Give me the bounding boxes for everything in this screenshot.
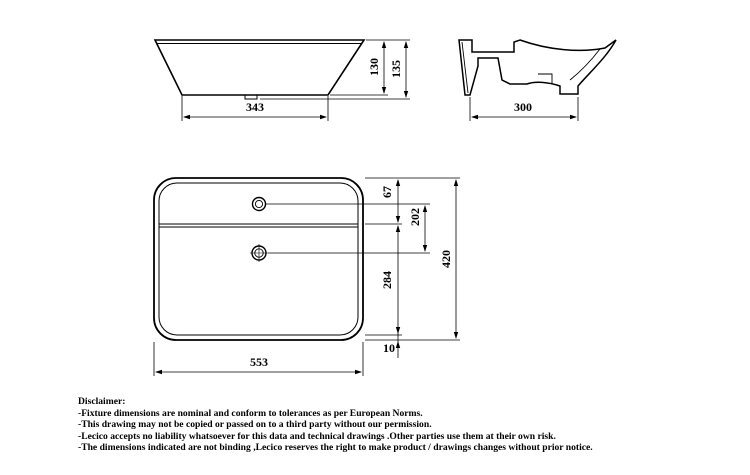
plan-outer-outline: [154, 178, 363, 340]
front-dimension-arrows: [183, 41, 408, 119]
disclaimer-line: -Fixture dimensions are nominal and conform to tolerances as per European Norms.: [78, 407, 423, 419]
plan-tap-deck-label: 67: [380, 186, 394, 198]
plan-tap-hole: [253, 198, 266, 211]
front-basin-outline: [155, 40, 364, 95]
side-elevation-view: [459, 40, 616, 121]
front-height-outer-label: 135: [389, 60, 403, 78]
plan-drain-to-front-label: 284: [380, 271, 394, 289]
plan-inner-outline: [159, 183, 358, 335]
plan-front-lip-label: 10: [383, 341, 395, 355]
front-height-inner-label: 130: [367, 58, 381, 76]
plan-view: [154, 178, 460, 376]
disclaimer-line: -The dimensions indicated are not binding ,Lecico reserves the right to make product / drawings changes without prior notice.: [78, 442, 593, 454]
front-elevation-view: [155, 40, 410, 121]
side-depth-label: 300: [514, 100, 532, 114]
plan-width-label: 553: [250, 355, 268, 369]
side-inner-wall: [462, 42, 468, 93]
disclaimer-line: -Lecico accepts no liability whatsoever for this data and technical drawings .Other parties use them at their own risk.: [78, 430, 556, 442]
disclaimer-line: -This drawing may not be copied or passed on to a third party without our permission.: [78, 419, 432, 431]
plan-tap-to-drain-label: 202: [408, 208, 422, 226]
disclaimer-block: [78, 396, 738, 454]
front-width-label: 343: [246, 100, 264, 114]
plan-total-depth-label: 420: [439, 250, 453, 268]
side-basin-outline: [459, 40, 616, 95]
disclaimer-title: Disclaimer:: [78, 396, 126, 407]
